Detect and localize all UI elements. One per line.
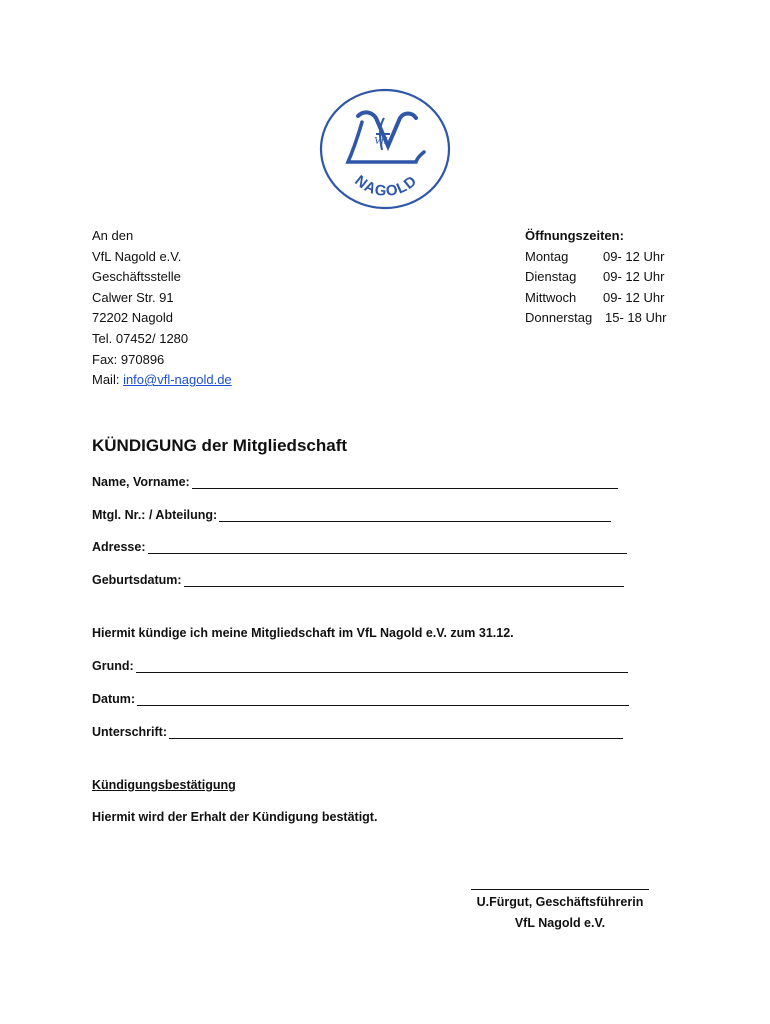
svg-text:NAGOLD [351, 172, 420, 200]
page-title: KÜNDIGUNG der Mitgliedschaft [92, 436, 348, 455]
address-line: Tel. 07452/ 1280 [92, 330, 189, 346]
mtgl-field[interactable] [92, 507, 611, 522]
address-line: VfL Nagold e.V. [92, 248, 182, 264]
address-line: Calwer Str. 91 [92, 289, 174, 305]
datum-field[interactable] [92, 691, 629, 706]
confirmation-heading: Kündigungsbestätigung [92, 778, 236, 792]
unterschrift-label: Unterschrift: [92, 725, 168, 739]
address-line: Fax: 970896 [92, 351, 165, 367]
hours-time: 15- 18 Uhr [605, 310, 667, 326]
grund-input-line[interactable] [136, 658, 628, 673]
vfl-nagold-logo [318, 88, 452, 212]
hours-row [525, 288, 666, 309]
datum-input-line[interactable] [137, 691, 629, 706]
mtgl-input-line[interactable] [219, 507, 611, 522]
address-block [92, 226, 232, 391]
address-line: Geschäftsstelle [92, 269, 181, 285]
address-line: An den [92, 228, 134, 243]
address-line: 72202 Nagold [92, 310, 173, 326]
hours-time: 09- 12 Uhr [603, 289, 665, 305]
hours-row [525, 267, 666, 288]
grund-field[interactable] [92, 658, 628, 673]
hours-day: Mittwoch [525, 289, 577, 305]
confirmation-text: Hiermit wird der Erhalt der Kündigung bestätigt. [92, 810, 378, 824]
signature-org: VfL Nagold e.V. [514, 916, 606, 930]
unterschrift-input-line[interactable] [169, 724, 623, 739]
geburtsdatum-field[interactable] [92, 572, 624, 587]
name-label: Name, Vorname: [92, 475, 190, 489]
mtgl-label: Mtgl. Nr.: / Abteilung: [92, 508, 218, 522]
adresse-label: Adresse: [92, 540, 146, 554]
hours-row [525, 247, 666, 268]
hours-day: Montag [525, 248, 569, 264]
datum-label: Datum: [92, 692, 136, 706]
signature-name: U.Fürgut, Geschäftsführerin [476, 895, 644, 909]
adresse-input-line[interactable] [148, 539, 627, 554]
mail-line [92, 370, 232, 391]
opening-hours [525, 226, 666, 329]
adresse-field[interactable] [92, 539, 627, 554]
hours-day: Donnerstag [525, 310, 593, 326]
logo-monogram: VfL [374, 135, 390, 147]
geburtsdatum-label: Geburtsdatum: [92, 573, 182, 587]
geburtsdatum-input-line[interactable] [184, 572, 624, 587]
unterschrift-field[interactable] [92, 724, 623, 739]
hours-day: Dienstag [525, 269, 577, 285]
hours-row [525, 308, 666, 329]
grund-label: Grund: [92, 659, 134, 673]
hours-time: 09- 12 Uhr [603, 248, 665, 264]
mail-link[interactable]: info@vfl-nagold.de [123, 372, 232, 388]
name-field[interactable] [92, 474, 618, 489]
name-input-line[interactable] [192, 474, 618, 489]
signature-line [471, 889, 649, 890]
hours-time: 09- 12 Uhr [603, 269, 665, 285]
mail-label: Mail: [92, 372, 124, 388]
cancellation-statement: Hiermit kündige ich meine Mitgliedschaft im VfL Nagold e.V. zum 31.12. [92, 626, 514, 640]
hours-title: Öffnungszeiten: [525, 228, 624, 243]
logo-text: NAGOLD [351, 172, 421, 201]
